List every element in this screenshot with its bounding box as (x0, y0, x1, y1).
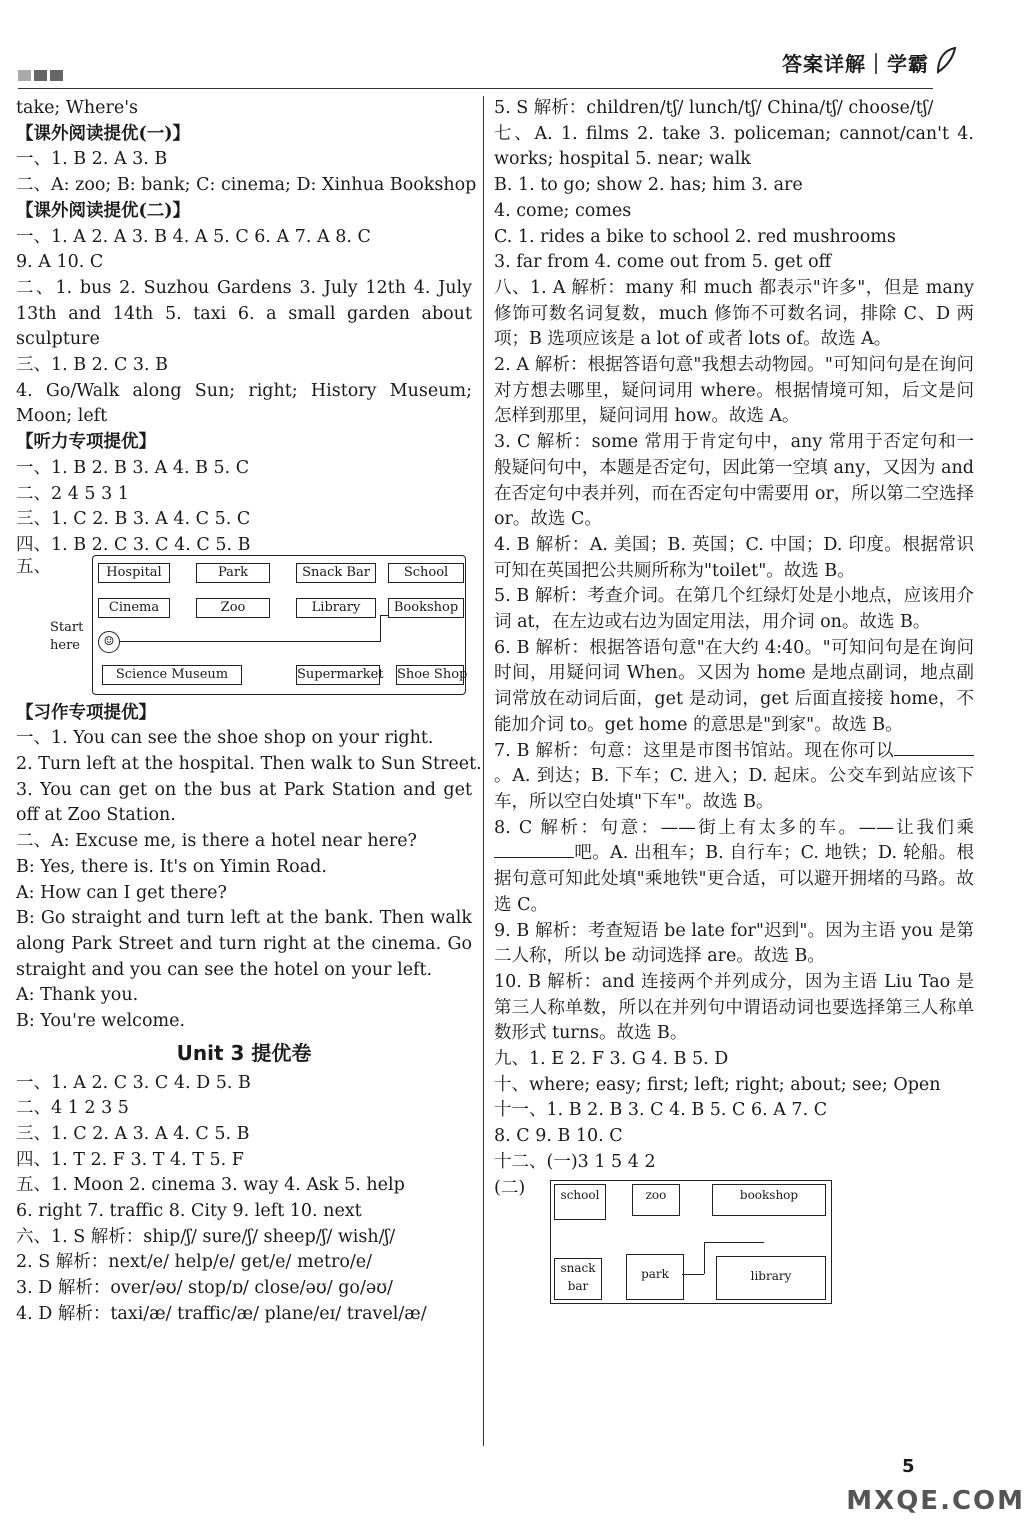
map-box-science-museum: Science Museum (102, 665, 242, 685)
answer-text: 。A. 到达；B. 下车；C. 进入；D. 起床。公交车到站应该下车，所以空白处填"下车"。故选 B。 (494, 766, 974, 812)
answer-line: 8. C 9. B 10. C (494, 1126, 623, 1147)
section-label: 五、 (16, 556, 51, 577)
answer-line: 3. C 解析：some 常用于肯定句中，any 常用于否定句和一般疑问句中，本题是否定句，因此第一空填 any，又因为 and 在否定句中表并列，而在否定句中需要用 or，所以第二空选择 or。故选 C。 (494, 432, 974, 530)
section-heading: 【课外阅读提优(二)】 (16, 200, 191, 221)
answer-line: 一、1. A 2. C 3. C 4. D 5. B (16, 1072, 251, 1093)
route-line (380, 615, 388, 616)
start-label (50, 619, 83, 655)
route-line (380, 615, 381, 642)
answer-line: 四、1. B 2. C 3. C 4. C 5. B (16, 534, 251, 555)
answer-line: 6. B 解析：根据答语句意"在大约 4:40。"可知问句是在询问时间，用疑问词 When。又因为 home 是地点副词，地点副词常放在动词后面，get 是动词，get 后面直接接 home，不能加介词 to。get home 的意思是"到家"。故选 B。 (494, 637, 974, 735)
start-text: Start (50, 619, 84, 635)
map-box-shoe-shop: Shoe Shop (396, 665, 464, 685)
answer-line: 三、1. C 2. A 3. A 4. C 5. B (16, 1123, 250, 1144)
map-cell-library: library (716, 1256, 826, 1300)
map-cell-school: school (554, 1184, 606, 1220)
section-heading: 【习作专项提优】 (16, 702, 156, 723)
map-box-zoo: Zoo (196, 598, 270, 618)
map-box-school: School (388, 563, 464, 583)
section-heading: 【听力专项提优】 (16, 432, 156, 453)
answer-line: 10. B 解析：and 连接两个并列成分，因为主语 Liu Tao 是第三人称单数，所以在并列句中谓语动词也要选择第三人称单数形式 turns。故选 B。 (494, 971, 974, 1044)
header-decoration (18, 66, 66, 85)
map-cell-snack-bar: snack bar (554, 1258, 602, 1300)
watermark: MXQE.COM (846, 1486, 1025, 1516)
answer-line: 2. A 解析：根据答语句意"我想去动物园。"可知问句是在询问对方想去哪里，疑问词用 where。根据情境可知，后文是问怎样到那里，疑问词用 how。故选 A。 (494, 355, 974, 427)
answer-line (494, 739, 974, 816)
right-answers-bottom (494, 919, 974, 1176)
route-line (120, 641, 380, 642)
answer-line: 4. D 解析：taxi/æ/ traffic/æ/ plane/eɪ/ travel/æ/ (16, 1303, 427, 1324)
answer-line: 2. S 解析：next/e/ help/e/ get/e/ metro/e/ (16, 1252, 373, 1273)
answer-blank (494, 843, 574, 858)
answer-line: 二、2 4 5 3 1 (16, 483, 129, 504)
right-column (494, 96, 974, 1306)
answer-line: 5. S 解析：children/tʃ/ lunch/tʃ/ China/tʃ/ choose/tʃ/ (494, 98, 934, 118)
page-header (0, 0, 1029, 90)
map-box-library: Library (296, 598, 376, 618)
right-answers-top (494, 96, 974, 739)
smiley-start-icon: ☺ (98, 631, 120, 653)
section-label: (二) (494, 1177, 526, 1198)
map-cell-zoo: zoo (632, 1184, 680, 1216)
answer-line: 一、1. B 2. A 3. B (16, 149, 168, 170)
answer-line: B: Yes, there is. It's on Yimin Road. (16, 856, 327, 877)
answer-line: 一、1. A 2. A 3. B 4. A 5. C 6. A 7. A 8. C (16, 226, 371, 247)
answer-line (494, 816, 974, 919)
answer-text: 7. B 解析：句意：这里是市图书馆站。现在你可以 (494, 740, 894, 761)
answer-line: 五、1. Moon 2. cinema 3. way 4. Ask 5. help (16, 1175, 405, 1196)
answer-line: 2. Turn left at the hospital. Then walk to Sun Street. (16, 754, 482, 775)
here-text: here (50, 637, 80, 653)
route-line (704, 1242, 705, 1274)
map-cell-bookshop: bookshop (712, 1184, 826, 1216)
answer-line: 三、1. B 2. C 3. B (16, 355, 169, 376)
answer-line: take; Where's (16, 98, 139, 118)
page-number: 5 (902, 1456, 915, 1477)
answer-line: 3. You can get on the bus at Park Station and get off at Zoo Station. (16, 779, 472, 826)
header-title: 答案详解｜学霸 (782, 52, 929, 76)
answer-line: B. 1. to go; show 2. has; him 3. are (494, 175, 803, 196)
answer-line: 二、4 1 2 3 5 (16, 1098, 129, 1119)
route-line (704, 1242, 764, 1243)
answer-line: 5. B 解析：考查介词。在第几个红绿灯处是小地点，应该用介词 at，在左边或右边为固定用法，用介词 on。故选 B。 (494, 586, 974, 633)
answer-line: 3. far from 4. come out from 5. get off (494, 252, 832, 273)
map-diagram-2 (494, 1176, 974, 1306)
left-answers-top (16, 96, 477, 559)
map-box-bookshop: Bookshop (388, 598, 464, 618)
answer-line: 二、1. bus 2. Suzhou Gardens 3. July 12th 4. July 13th and 14th 5. taxi 6. a small garden about sculpture (16, 277, 472, 350)
answer-line: 4. Go/Walk along Sun; right; History Museum; Moon; left (16, 380, 472, 427)
map-diagram-1 (16, 555, 472, 701)
leaf-logo-icon (935, 46, 957, 74)
map-box-cinema: Cinema (98, 598, 170, 618)
unit-title: Unit 3 提优卷 (176, 1040, 312, 1065)
map-box-supermarket: Supermarket (296, 665, 380, 685)
left-answers-writing (16, 701, 482, 1035)
header-rule (18, 88, 933, 89)
answer-line: 四、1. T 2. F 3. T 4. T 5. F (16, 1149, 244, 1170)
answer-line: 4. come; comes (494, 200, 632, 221)
answer-line: A: How can I get there? (16, 882, 227, 903)
answer-line: 十二、(一)3 1 5 4 2 (494, 1151, 656, 1172)
answer-line: 十一、1. B 2. B 3. C 4. B 5. C 6. A 7. C (494, 1100, 828, 1121)
map-box-hospital: Hospital (98, 563, 170, 583)
answer-line: 3. D 解析：over/əʊ/ stop/ɒ/ close/əʊ/ go/əʊ/ (16, 1278, 393, 1299)
answer-line: 6. right 7. traffic 8. City 9. left 10. next (16, 1201, 362, 1222)
map-cell-park: park (626, 1254, 684, 1300)
answer-text: 吧。A. 出租车；B. 自行车；C. 地铁；D. 轮船。根据句意可知此处填"乘地铁"更合适，可以避开拥堵的马路。故选 C。 (494, 843, 974, 915)
answer-line: A: Thank you. (16, 985, 139, 1006)
answer-line: C. 1. rides a bike to school 2. red mushrooms (494, 226, 896, 247)
answer-line: 4. B 解析：A. 美国；B. 英国；C. 中国；D. 印度。根据常识可知在英国把公共厕所称为"toilet"。故选 B。 (494, 534, 974, 581)
answer-text: 8. C 解析：句意：——街上有太多的车。——让我们乘 (494, 817, 974, 838)
answer-line: 一、1. B 2. B 3. A 4. B 5. C (16, 457, 250, 478)
answer-line: 九、1. E 2. F 3. G 4. B 5. D (494, 1049, 729, 1070)
answer-line: 一、1. You can see the shoe shop on your right. (16, 728, 434, 749)
map-box-park: Park (196, 563, 270, 583)
answer-line: 三、1. C 2. B 3. A 4. C 5. C (16, 509, 251, 530)
answer-line: 9. A 10. C (16, 252, 104, 273)
answer-blank (894, 741, 974, 756)
answer-line: B: Go straight and turn left at the bank. Then walk along Park Street and turn right at the cinema. Go straight and you can see the hotel on your left. (16, 908, 472, 980)
answer-line: 二、A: zoo; B: bank; C: cinema; D: Xinhua Bookshop (16, 175, 477, 196)
answer-line: B: You're welcome. (16, 1011, 186, 1032)
answer-line: 八、1. A 解析：many 和 much 都表示"许多"，但是 many 修饰可数名词复数，much 修饰不可数名词，排除 C、D 两项；B 选项应该是 a lot of 或者 lots of。故选 A。 (494, 277, 974, 350)
section-heading: 【课外阅读提优(一)】 (16, 123, 191, 144)
column-divider (483, 96, 484, 1446)
map-box-snack-bar: Snack Bar (296, 563, 376, 583)
answer-line: 二、A: Excuse me, is there a hotel near here? (16, 831, 417, 852)
answer-line: 十、where; easy; first; left; right; about; see; Open (494, 1074, 941, 1095)
left-answers-unit3 (16, 1071, 472, 1328)
answer-line: 六、1. S 解析：ship/ʃ/ sure/ʃ/ sheep/ʃ/ wish/ʃ/ (16, 1226, 396, 1247)
route-line (682, 1274, 704, 1275)
left-column (16, 96, 482, 1328)
answer-line: 七、A. 1. films 2. take 3. policeman; cannot/can't 4. works; hospital 5. near; walk (494, 123, 974, 170)
answer-line: 9. B 解析：考查短语 be late for"迟到"。因为主语 you 是第二人称，所以 be 动词选择 are。故选 B。 (494, 920, 974, 967)
